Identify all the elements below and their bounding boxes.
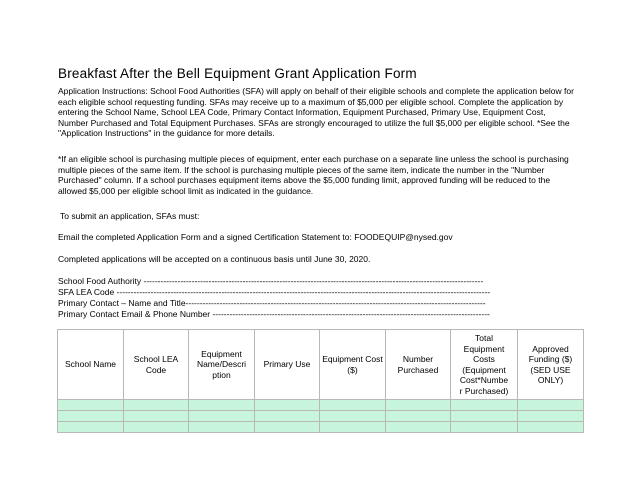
table-cell[interactable] [386, 422, 451, 433]
column-header-number-purchased: Number Purchased [386, 330, 451, 400]
table-cell[interactable] [124, 400, 189, 411]
field-primary-contact-email-phone[interactable]: Primary Contact Email & Phone Number -------------------------------------------------------------------------------------------------- [58, 309, 490, 319]
table-cell[interactable] [255, 400, 320, 411]
table-cell[interactable] [386, 400, 451, 411]
column-header-total-equipment-costs: Total Equipment Costs (Equipment Cost*Numbe r Purchased) [451, 330, 518, 400]
table-cell[interactable] [58, 422, 124, 433]
form-title: Breakfast After the Bell Equipment Grant Application Form [58, 66, 417, 81]
table-cell[interactable] [255, 422, 320, 433]
field-primary-contact-name-title[interactable]: Primary Contact – Name and Title---------------------------------------------------------------------------------------------------------- [58, 298, 486, 308]
table-cell[interactable] [518, 400, 584, 411]
column-header-equipment-name: Equipment Name/Descri ption [189, 330, 255, 400]
email-instruction: Email the completed Application Form and a signed Certification Statement to: FOODEQUIP@nysed.gov [58, 232, 453, 242]
table-cell[interactable] [189, 422, 255, 433]
equipment-table [57, 329, 584, 433]
table-cell[interactable] [320, 422, 386, 433]
application-instructions: Application Instructions: School Food Authorities (SFA) will apply on behalf of their eligible schools and complete the application below for each eligible school requesting funding. SFAs may receive up to a maximum of $5,000 per eligible school. Complete the application by entering the School Name, School LEA Code, Primary Contact Information, Equipment Purchased, Primary Use, Equipment Cost, Number Purchased and Total Equipment Purchases. SFAs are strongly encouraged to utilize the full $5,000 per eligible school. *See the "Application Instructions" in the guidance for more details. [58, 86, 574, 139]
table-cell[interactable] [124, 411, 189, 422]
field-sfa-lea-code[interactable]: SFA LEA Code ------------------------------------------------------------------------------------------------------------------------------------ [58, 287, 491, 297]
table-cell[interactable] [518, 422, 584, 433]
table-cell[interactable] [451, 400, 518, 411]
column-header-approved-funding: Approved Funding ($) (SED USE ONLY) [518, 330, 584, 400]
acceptance-note: Completed applications will be accepted on a continuous basis until June 30, 2020. [58, 254, 371, 264]
table-cell[interactable] [255, 411, 320, 422]
submit-intro: To submit an application, SFAs must: [60, 211, 200, 221]
table-header-row [58, 330, 584, 400]
table-cell[interactable] [386, 411, 451, 422]
table-cell[interactable] [451, 411, 518, 422]
multiple-equipment-note: *If an eligible school is purchasing multiple pieces of equipment, enter each purchase on a separate line unless the school is purchasing multiple pieces of the same item. If the school is purchasing multiple pieces of the same item, indicate the number in the "Number Purchased" column. If a school purchases equipment items above the $5,000 funding limit, approved funding will be reduced to the allowed $5,000 per eligible school limit as indicated in the guidance. [58, 154, 569, 196]
column-header-school-name: School Name [58, 330, 124, 400]
table-row [58, 411, 584, 422]
column-header-school-lea-code: School LEA Code [124, 330, 189, 400]
table-cell[interactable] [189, 411, 255, 422]
table-cell[interactable] [58, 400, 124, 411]
field-school-food-authority[interactable]: School Food Authority ------------------------------------------------------------------------------------------------------------------------ [58, 276, 484, 286]
table-row [58, 422, 584, 433]
table-cell[interactable] [320, 400, 386, 411]
table-cell[interactable] [124, 422, 189, 433]
table-row [58, 400, 584, 411]
table-cell[interactable] [518, 411, 584, 422]
table-cell[interactable] [320, 411, 386, 422]
column-header-equipment-cost: Equipment Cost ($) [320, 330, 386, 400]
table-cell[interactable] [189, 400, 255, 411]
table-cell[interactable] [58, 411, 124, 422]
table-cell[interactable] [451, 422, 518, 433]
column-header-primary-use: Primary Use [255, 330, 320, 400]
